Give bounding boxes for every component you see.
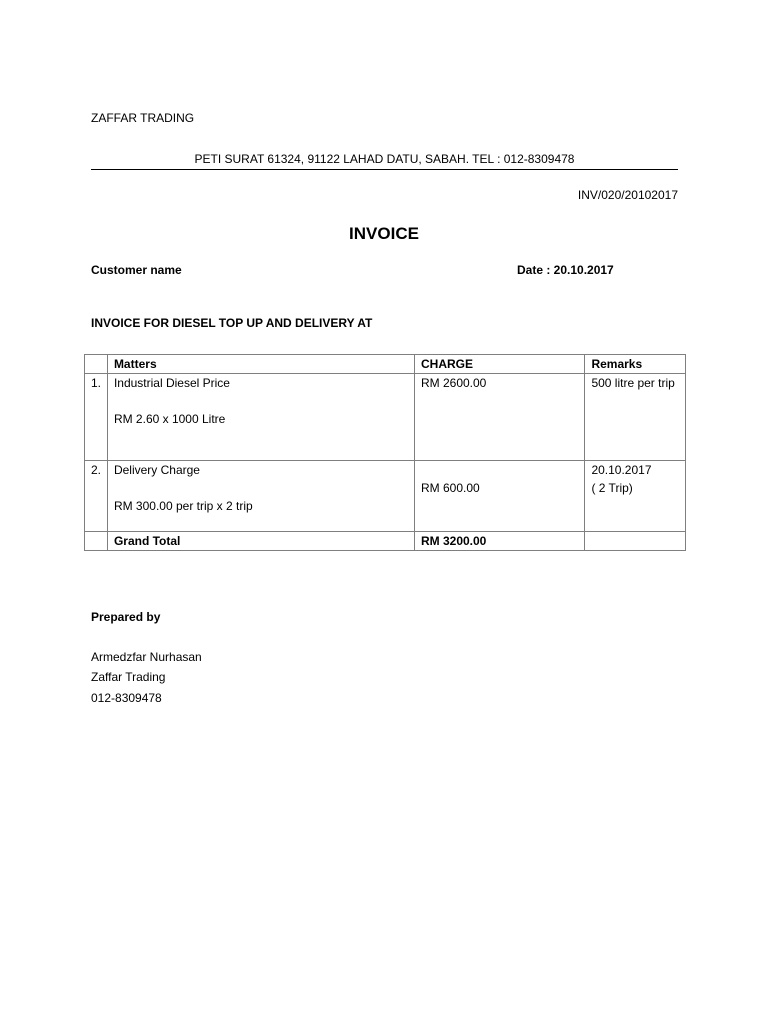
header-divider <box>91 169 678 170</box>
grand-total-row <box>85 532 686 551</box>
document-title: INVOICE <box>349 224 419 243</box>
customer-name-label: Customer name <box>91 263 182 277</box>
remarks-line: 500 litre per trip <box>591 376 675 390</box>
row-remarks <box>585 461 686 532</box>
company-name: ZAFFAR TRADING <box>91 111 195 125</box>
header-cell-number <box>85 355 108 374</box>
invoice-date: Date : 20.10.2017 <box>517 263 614 277</box>
row-remarks <box>585 374 686 461</box>
grand-total-label: Grand Total <box>107 532 414 551</box>
row-charge: RM 2600.00 <box>414 374 584 461</box>
invoice-table <box>84 354 686 551</box>
invoice-number: INV/020/20102017 <box>577 188 678 202</box>
invoice-subject: INVOICE FOR DIESEL TOP UP AND DELIVERY AT <box>91 316 373 330</box>
company-address: PETI SURAT 61324, 91122 LAHAD DATU, SABAH. TEL : 012-8309478 <box>194 152 575 166</box>
preparer-name: Armedzfar Nurhasan <box>91 650 202 664</box>
row-number: 2. <box>85 461 108 532</box>
preparer-phone: 012-8309478 <box>91 691 162 705</box>
header-cell-remarks: Remarks <box>585 355 686 374</box>
row-charge <box>414 461 584 532</box>
prepared-by-label: Prepared by <box>91 610 161 624</box>
matter-title: Delivery Charge <box>113 463 200 477</box>
row-matters <box>107 374 414 461</box>
row-number: 1. <box>85 374 108 461</box>
matter-title: Industrial Diesel Price <box>113 376 230 390</box>
total-empty-cell <box>85 532 108 551</box>
remarks-line: 20.10.2017 <box>591 463 652 477</box>
matter-detail: RM 2.60 x 1000 Litre <box>113 412 226 426</box>
table-row <box>85 374 686 461</box>
table-row <box>85 461 686 532</box>
total-remarks-cell <box>585 532 686 551</box>
row-matters <box>107 461 414 532</box>
preparer-company: Zaffar Trading <box>91 670 166 684</box>
remarks-line: ( 2 Trip) <box>591 481 633 495</box>
grand-total-value: RM 3200.00 <box>414 532 584 551</box>
header-cell-matters: Matters <box>107 355 414 374</box>
charge-value: RM 600.00 <box>420 481 480 495</box>
header-cell-charge: CHARGE <box>414 355 584 374</box>
table-header-row <box>85 355 686 374</box>
matter-detail: RM 300.00 per trip x 2 trip <box>113 499 253 513</box>
